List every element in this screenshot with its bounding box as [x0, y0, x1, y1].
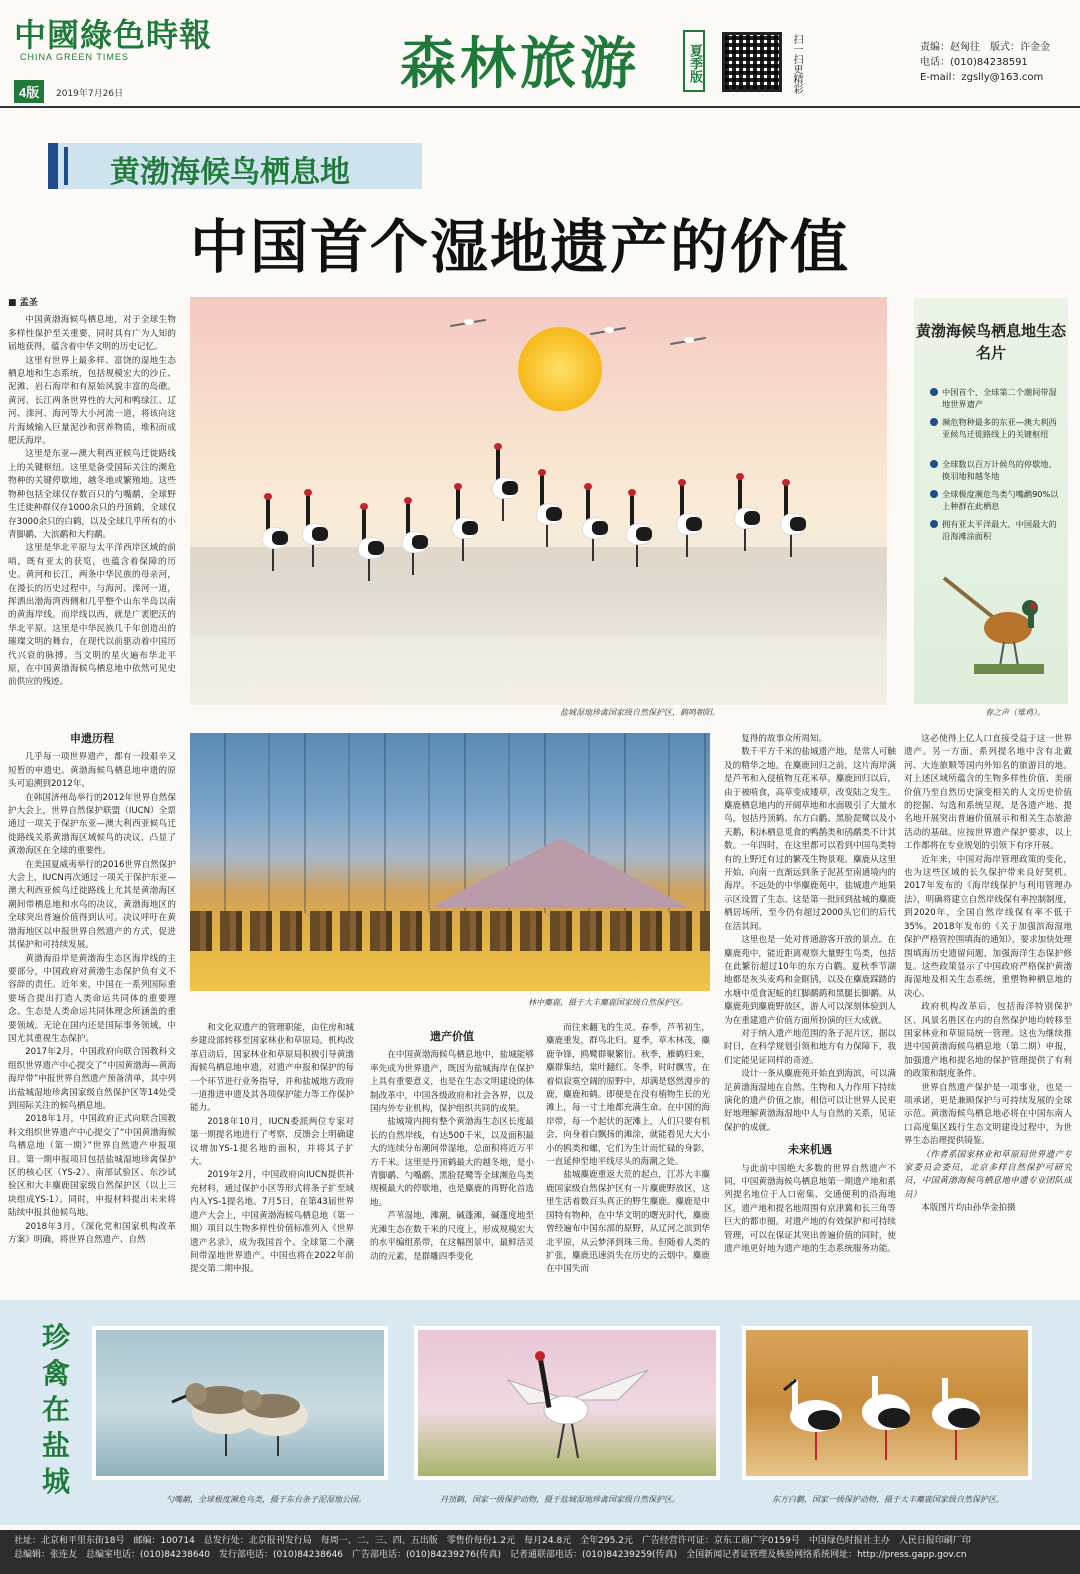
fact-item: 拥有亚太平洋最大、中国最大的沿海滩涂面积 [930, 518, 1060, 542]
strip-title: 珍禽在盐城 [41, 1321, 70, 1498]
paragraph: 盐城境内拥有整个黄渤海生态区长度最长的自然岸线，有达500千米，以及面积最大的连续分布潮间带湿地，总面积将近万平方千米。这里是丹顶鹤最大的越冬地，是小青脚鹬、勺嘴鹬、黑脸琵鹭等全球濒危鸟类规模最大的停歇地，也是麋鹿的再野化首选地。 [370, 1117, 534, 1208]
flying-crane-icon [590, 327, 626, 335]
paragraph: 这里是东亚—澳大利西亚候鸟迁徙路线上的关键枢纽。这里是备受国际关注的濒危物种的关键停歇地，越冬地或繁殖地。这些物种包括全球仅存数百只的勺嘴鹬，全球野生迁徙种群仅存1000余只的丹顶鹤，全球仅存3000余只的白鹤，以及全球几乎所有的小青脚鹬、大滨鹬和大杓鹬。 [8, 449, 176, 540]
crane-icon [734, 477, 760, 547]
crane-icon [452, 487, 478, 557]
deer-photo [190, 733, 710, 991]
edition-badge: 夏季版 [683, 30, 705, 92]
fact-item: 全球数以百万计候鸟的停歇地、换羽地和越冬地 [930, 458, 1060, 482]
credit-line: E-mail：zgslly@163.com [920, 72, 1044, 83]
paragraph: 2018年10月，IUCN委派两位专家对第一期提名地进行了考察，反馈会上明确建议增加YS-1提名地的面积，并将其子扩大。 [190, 1116, 354, 1168]
article-column-1 [8, 297, 176, 717]
crane-icon [780, 483, 806, 553]
article-column-6 [904, 733, 1072, 1289]
crane-caption: 丹顶鹤，国家一级保护动物，摄于盐城湿地珍禽国家级自然保护区。 [440, 1495, 680, 1504]
credit-line: 电话：(010)84238591 [920, 57, 1028, 68]
headline: 中国首个湿地遗产的价值 [190, 213, 851, 281]
pheasant-illustration [934, 568, 1054, 678]
deer-herd [190, 911, 710, 951]
paragraph: 和文化双遗产的管理职能，由住房和城乡建设部转移至国家林业和草原局。机构改革启动后，国家林业和草原局积极引导黄渤海候鸟栖息地申遗，对遗产申报和保护的每一个环节进行业务指导，并和盐城地方政府一道推进申遗及其各项保护能力等工作保护能力。 [190, 1023, 354, 1114]
fact-item: 全球极度濒危鸟类勺嘴鹬90%以上种群在此栖息 [930, 488, 1060, 512]
paragraph: 世界自然遗产保护是一项事业，也是一项承诺，更是兼顾保护与可持续发展的全球示范。黄渤海候鸟栖息地必将在中国东南人口高度集区践行生态文明建设过程中，为世界生态治理提供镜鉴。 [904, 1082, 1072, 1147]
qr-caption: 扫一扫更精彩 [791, 34, 802, 94]
sidebar-photo-caption: 春之声（雉鸡）。 [985, 708, 1045, 717]
page-number: 4版 [14, 80, 44, 103]
subhead-application: 申遗历程 [70, 732, 114, 745]
paragraph: 几乎每一项世界遗产，都有一段艰辛又短暂的申遗史。黄渤海候鸟栖息地申遗的原头可追溯到2012年。 [8, 752, 176, 790]
paragraph: 黄渤海沿岸是黄渤海生态区海岸线的主要部分，中国政府对黄渤生态保护负有义不容辞的责任。近年来，中国在一系列国际重要场合提出打造人类命运共同体的重要理念。生态是人类命运共同体理念所涵盖的重要领域。无论在国内还是国际事务领域，中国尤其重视生态保护。 [8, 953, 176, 1044]
mountain-backdrop [430, 838, 690, 908]
paragraph: 这里也是一处对普通游客开放的景点。在麋鹿苑中，能近距离观察大量野生鸟类，包括在此繁衍超过10年的东方白鹳。夏秋季节湖地都是灰头麦鸡和金眶鸻，以及在麋鹿踩踏的水塘中觅食泥蚯的红脚鹬鹞和黑腿长脚鹬。从麋鹿苑到麋鹿野放区，游人可以深刻体验到人为在重建遗产价值方面所扮演的巨大成就。 [724, 935, 896, 1026]
paragraph: 近年来，中国对海岸管理政策的变化，也为这些区域的长久保护带来良好契机。2017年发布的《海岸线保护与利用管理办法》，明确将建立自然岸线保有率控制制度，到2020年，全国自然岸线保有率不低于35%。2018年发布的《关于加强滨海湿地保护严格管控围填海的通知》，要求加快处理围填海历史遗留问题，加强海洋生态保护修复。这些政策显示了中国政府严格保护黄渤海湿地及相关生态系统，重塑物种栖息地的决心。 [904, 854, 1072, 999]
fact-item: 中国首个、全球第二个潮间带湿地世界遗产 [930, 386, 1060, 410]
paragraph: 政府机构改革后，包括海洋特别保护区、风景名胜区在内的自然保护地均转移至国家林业和草原局统一管理。这也为继续推进中国黄渤海候鸟栖息地（第二期）申报，加强遗产地和提名地的保护管理提供了有利的政策和制度条件。 [904, 1002, 1072, 1080]
issue-date: 2019年7月26日 [56, 89, 124, 99]
paragraph: 这必使得上亿人口直接受益于这一世界遗产。另一方面，系列提名地中含有北戴河、大连旅顺等国内外知名的旅游目的地。对上述区域所蕴含的生物多样性价值、美丽价值乃至自然历史演变相关的人文历史价值的挖掘、勾选和系统呈现，是各遗产地、提名地开展突出普遍价值展示和相关生态旅游活动的基础。应按世界遗产保护要求，以上工作都将在专业规划的引领下有序开展。 [904, 734, 1072, 852]
crane-icon [582, 487, 608, 557]
masthead [0, 0, 1080, 108]
paragraph: 2018年1月，中国政府正式向联合国教科文组织世界遗产中心提交了“中国黄渤海候鸟栖息地（第一期）”世界自然遗产申报项目。第一期申报项目包括盐城湿地珍禽保护区的核心区（YS-2）、南部试验区、东沙试验区和大丰麋鹿国家级自然保护区（以上三块组成YS-1）。同时，申报材料提出未来将陆续申报其他候鸟地。 [8, 1114, 176, 1219]
spoon-billed-sandpiper-photo [92, 1326, 388, 1480]
imprint-line: 社址：北京和平里东街18号 邮编：100714 总发行处：北京报刊发行局 每周一、二、三、四、五出版 零售价每份1.2元 每月24.8元 全年295.2元 广告经营许可证：京东工商广字0159号 中国绿色时报社主办 人民日报印刷厂印 [14, 1536, 971, 1546]
newspaper-logo: 中國綠色時報 [14, 16, 213, 54]
article-column-2 [190, 1022, 354, 1292]
paragraph: 在中国黄渤海候鸟栖息地中，盐城能够率先成为世界遗产，既因为盐城海岸在保护上具有重要意义，也是在生态文明建设的体制改革中，中国各级政府和社会各界，以及国内外专业机构，保护组织共同的成果。 [370, 1050, 534, 1115]
paragraph: 这里有世界上最多样、富饶的湿地生态栖息地和生态系统，包括规模宏大的沙丘、泥滩、岩石海岸和有原始风貌丰富的岛礁。黄河、长江两条世界性的大河和鸭绿江、辽河、滦河、海河等大小河流一道，将该向这片海域输入巨量泥沙和营养物质，堆积而成肥沃海岸。 [8, 355, 176, 447]
paragraph: 2018年3月，《深化党和国家机构改革方案》明确，将世界自然遗产、自然 [8, 1221, 176, 1246]
paragraph: 数千平方千米的盐城遗产地，是常人可触及的精华之地。在麋鹿回归之前，这片海岸满是芦苇和入侵植物互花米草。麋鹿回归以后，由于被啃食，高草变成矮草，改变陆之发生。麋鹿栖息地内的开阔草地和水面吸引了大量水鸟，包括丹顶鹤、东方白鹳、黑脸琵鹭以及小天鹅，积沐栖息觅食的鸭鹊类和鸻鹬类不计其数。一年四时，在这里都可以看到中国鸟类特有的上野迁有过的繁茂生物景观。麋鹿从这里开始，向南一直渐远到条子泥甚至南通境内的海岸。不远处的中华麋鹿苑中，盐城遗产地果示区设置了生态。这是第一批回到盐城的麋鹿栖居场所，至今仍有超过2000头它们的后代在活其间。 [724, 747, 896, 932]
crane-icon [262, 497, 288, 567]
paragraph: 2019年2月，中国政府向IUCN提供补充材料，通过保护小区等形式将条子扩至域内入YS-1提名地。7月5日，在第43届世界遗产大会上，中国黄渤海候鸟栖息地（第一期）项目以生物多样性价值标准列入《世界遗产名录》，成为我国首个、全球第二个潮间带湿地世界遗产。中国也将在2022年前提交第二期申报。 [190, 1170, 354, 1275]
newspaper-logo-en: CHINA GREEN TIMES [20, 52, 129, 62]
fact-item: 濒危物种最多的东亚—澳大利西亚候鸟迁徙路线上的关键枢纽 [930, 416, 1060, 440]
stork-caption: 东方白鹳，国家一级保护动物，摄于大丰麋鹿国家级自然保护区。 [772, 1495, 1004, 1504]
paragraph: 与此前中国绝大多数的世界自然遗产不同，中国黄渤海候鸟栖息地第一期遗产地和系列提名地位于人口密集、交通便利的沿海地区，遗产地和提名地周围有京津冀和长三角等巨大的都市圈。对遗产地的有效保护和可持续管理，可以在保证其突出普遍价值的同时，使遗产地更好地为遗产地的生态系统服务功能。 [724, 1163, 896, 1255]
sandpiper-icon [96, 1330, 384, 1476]
subhead-future: 未来机遇 [788, 1143, 832, 1157]
article-column-5 [724, 733, 896, 1289]
water-reflection [190, 547, 887, 637]
author-note: （作者系国家林业和草原局世界遗产专家委员会委员，北京多样自然保护可研究员，中国黄渤海候鸟栖息地申遗专业团队成员） [904, 1149, 1072, 1200]
article-column-3 [370, 1022, 534, 1292]
paragraph: 复得的故事众所周知。 [741, 734, 828, 744]
byline: ■ 孟圣 [8, 298, 38, 308]
crane-icon [402, 501, 428, 571]
kicker: 黄渤海候鸟栖息地 [110, 155, 350, 190]
crane-photo-caption: 盐城湿地珍禽国家级自然保护区，鹤鸣朝阳。 [560, 708, 720, 717]
paragraph: 这里是华北平原与太平洋西岸区域的前哨，既有亚太的获览，也蕴含着保障的历史。黄河和长江，两条中华民族的母亲河，在漫长的历史过程中，与海河、滦河一道，挥洒出渤海湾西侧和几乎整个山东半岛以南的黄海岸线。而岸线以西，就是广袤肥沃的华北平原。这里是中华民族几千年创造出的璀璨文明的舞台，在现代以前驱动着中国历代兴衰的脉搏。当文明的星火遍布华北平原，在中国黄渤海候鸟栖息地中依然可见史前供应的残迹。 [8, 543, 176, 688]
crane-icon [358, 507, 384, 577]
paragraph: 设计一条从麋鹿苑开始直到海滨，可以满足黄渤海湿地在自然、生物和人力作用下持续演化的遗产价值之旅，相信可以让世界人民更好地理解黄渤海湿地中人与自然的关系，见证保护的成就。 [724, 1069, 896, 1133]
crane-icon [302, 493, 328, 563]
imprint-line: 总编辑：张连友 总编室电话：(010)84238640 发行部电话：(010)84238646 广告部电话：(010)84239276(传真) 记者通联部电话：(010)84239259(传真) 全国新闻记者证管理及核验网络系统网址：http://press.gapp.gov.cn [14, 1550, 967, 1560]
dancing-crane-icon [418, 1330, 716, 1476]
credit-line: 责编：赵匈往 版式：许金金 [920, 42, 1050, 53]
sun-icon [518, 327, 602, 411]
deer-photo-caption: 林中麋鹿，摄于大丰麋鹿国家级自然保护区。 [528, 998, 688, 1007]
paragraph: 在韩国济州岛举行的2012年世界自然保护大会上，世界自然保护联盟（IUCN）全票通过一项关于保护东亚—澳大利西亚候鸟迁徙路线关系黄渤海区域候鸟的决议，凸显了黄渤海区在全球的重要性。 [8, 792, 176, 857]
fact-sidebar [914, 298, 1068, 704]
article-column-4 [546, 1022, 710, 1292]
sidebar-title: 黄渤海候鸟栖息地生态名片 [915, 322, 1066, 362]
red-crowned-crane-photo [414, 1326, 720, 1480]
crane-photo [190, 297, 887, 705]
imprint-footer [0, 1530, 1080, 1574]
paragraph: 对于纳入遗产地范围的条子泥片区，据以时日，在科学规划引领和地方有力保障下，我们定能见证同样的奇迹。 [724, 1028, 896, 1066]
article-column-1b [8, 724, 176, 1284]
subhead-value: 遗产价值 [430, 1030, 474, 1043]
oriental-stork-photo [742, 1326, 1032, 1480]
paragraph: 2017年2月，中国政府向联合国教科文组织世界遗产中心提交了“中国黄渤海—黄海海岸带”申报世界自然遗产预备清单，其中列出盐城湿地珍禽国家级自然保护区等14处受到国际关注的候鸟栖息地。 [8, 1047, 176, 1111]
editor-credits [920, 40, 1080, 85]
photo-credit: 本版图片均由孙华金拍摄 [921, 1203, 1016, 1214]
paragraph: 而往来翻飞的生灵。春季，芦苇初生，麋鹿重发，群鸟北归。夏季，草木林茂，麋鹿争锋，鸥鹭群聚繁衍。秋季，雁鹤归来，麋群集结，棠叶翻红。冬季，时时飘雪，在着似寂寞空阔的原野中，却满是悠然漫步的鹿，麋鹿和鹤。即便是在没有植物生长的光滩上，每一寸土地都充满生命。在中国的海岸带，每一个起伏的泥滩上，人们只要有机会，向身着白飘扬的滩涂，就能看见大大小小的鸥类和螺，它们为生计而忙碌的身影，一直延伸至地平线尽头的海潮之处。 [546, 1023, 710, 1168]
crane-icon [536, 473, 562, 543]
crane-icon [626, 493, 652, 563]
paragraph: 盐城麋鹿重返大荒的起点，江苏大丰麋鹿国家级自然保护区有一片麋鹿野放区，这里生活着数百头真正的野生麋鹿。麋鹿是中国特有物种，在中华文明的曙光时代，麋鹿曾经遍布中国东部的原野，从辽河之滨到华北平原，从云梦泽到珠三角。但随着人类的扩张，麋鹿迅速消失在历史的云烟中。麋鹿在中国失而 [546, 1170, 710, 1275]
section-title: 森林旅游 [400, 31, 640, 97]
crane-icon [676, 483, 702, 553]
flying-crane-icon [450, 319, 486, 327]
qr-code-icon[interactable] [722, 32, 782, 92]
flying-crane-icon [670, 337, 706, 345]
paragraph: 中国黄渤海候鸟栖息地，对于全球生物多样性保护至关重要，同时具有广为人知的届地获得，蕴含着中华文明的历史记忆。 [8, 315, 176, 353]
stork-icon [746, 1330, 1028, 1476]
paragraph: 芦苇湿地，滩潮，碱蓬滩，碱蓬度地至光滩生态在数千米的尺度上，形成规模宏大的水平编组系带，在这幅图景中，最鲜活灵动的元素，是群雕四季变化 [370, 1211, 534, 1262]
sandpiper-caption: 勺嘴鹬，全球极度濒危鸟类，摄于东台条子泥湿地公园。 [166, 1495, 366, 1504]
paragraph: 在美国夏威夷举行的2016世界自然保护大会上，IUCN再次通过一项关于保护东亚—澳大利西亚候鸟迁徙路线上尤其是黄渤海区潮间带栖息地和水鸟的决议，黄渤海地区的全球突出普遍价值得到认可。决议呼吁在黄渤海地区以申报世界自然遗产的方式，促进其保护和可持续发展。 [8, 859, 176, 951]
crane-icon [492, 447, 518, 517]
